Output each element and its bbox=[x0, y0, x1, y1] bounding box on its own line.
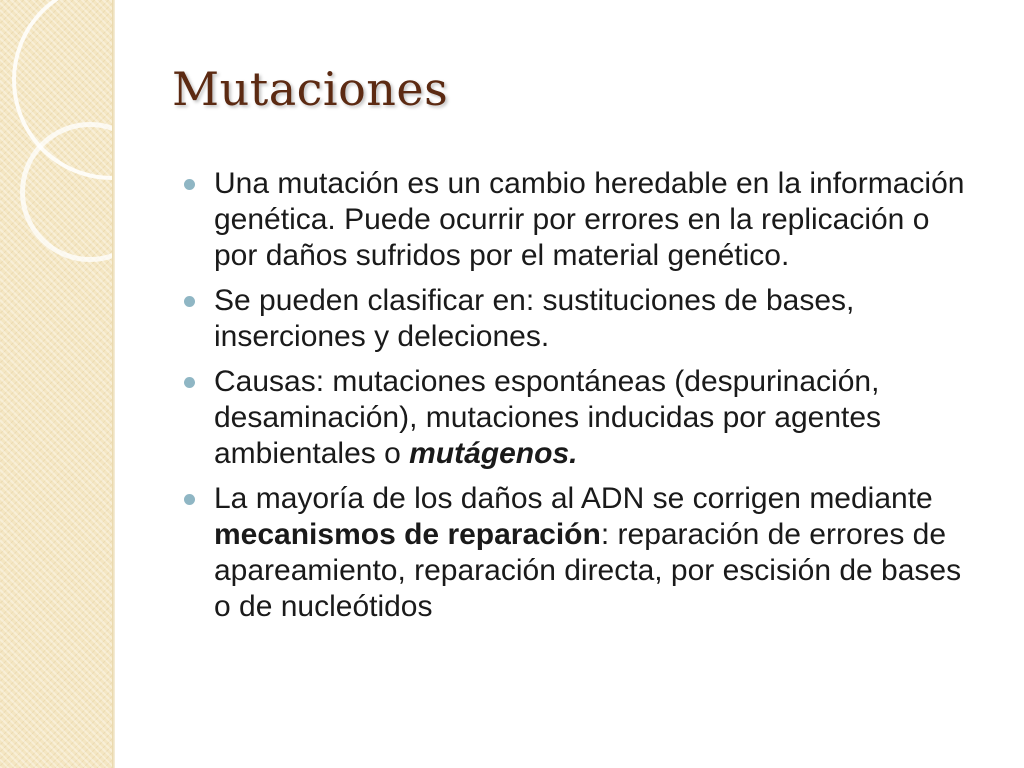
decorative-ring-small bbox=[20, 122, 160, 262]
bullet-item-repair bbox=[180, 481, 980, 625]
bullet-text-after: : reparación de errores de apareamiento, reparación directa, por escisión de bases o de nucleótidos bbox=[214, 518, 962, 623]
bullet-text: Causas: mutaciones espontáneas (despurinación, desaminación), mutaciones inducidas por agentes ambientales o bbox=[214, 365, 882, 470]
side-band-edge bbox=[112, 0, 115, 768]
bullet-emphasis: mecanismos de reparación bbox=[214, 518, 601, 551]
bullet-text: Se pueden clasificar en: sustituciones de bases, inserciones y deleciones. bbox=[214, 284, 855, 353]
bullet-dot-icon bbox=[184, 179, 195, 190]
bullet-dot-icon bbox=[184, 377, 195, 388]
bullet-item-causes bbox=[180, 364, 980, 472]
bullet-text: Una mutación es un cambio heredable en la información genética. Puede ocurrir por errores en la replicación o por daños sufridos por el material genético. bbox=[214, 167, 965, 272]
bullet-item-definition bbox=[180, 166, 980, 274]
bullet-list bbox=[180, 166, 980, 634]
slide-title: Mutaciones bbox=[172, 62, 449, 116]
bullet-dot-icon bbox=[184, 296, 195, 307]
decorative-side-band bbox=[0, 0, 112, 768]
bullet-emphasis: mutágenos. bbox=[409, 437, 578, 470]
bullet-item-classification bbox=[180, 283, 980, 355]
bullet-text: La mayoría de los daños al ADN se corrigen mediante bbox=[214, 482, 933, 515]
bullet-dot-icon bbox=[184, 494, 195, 505]
